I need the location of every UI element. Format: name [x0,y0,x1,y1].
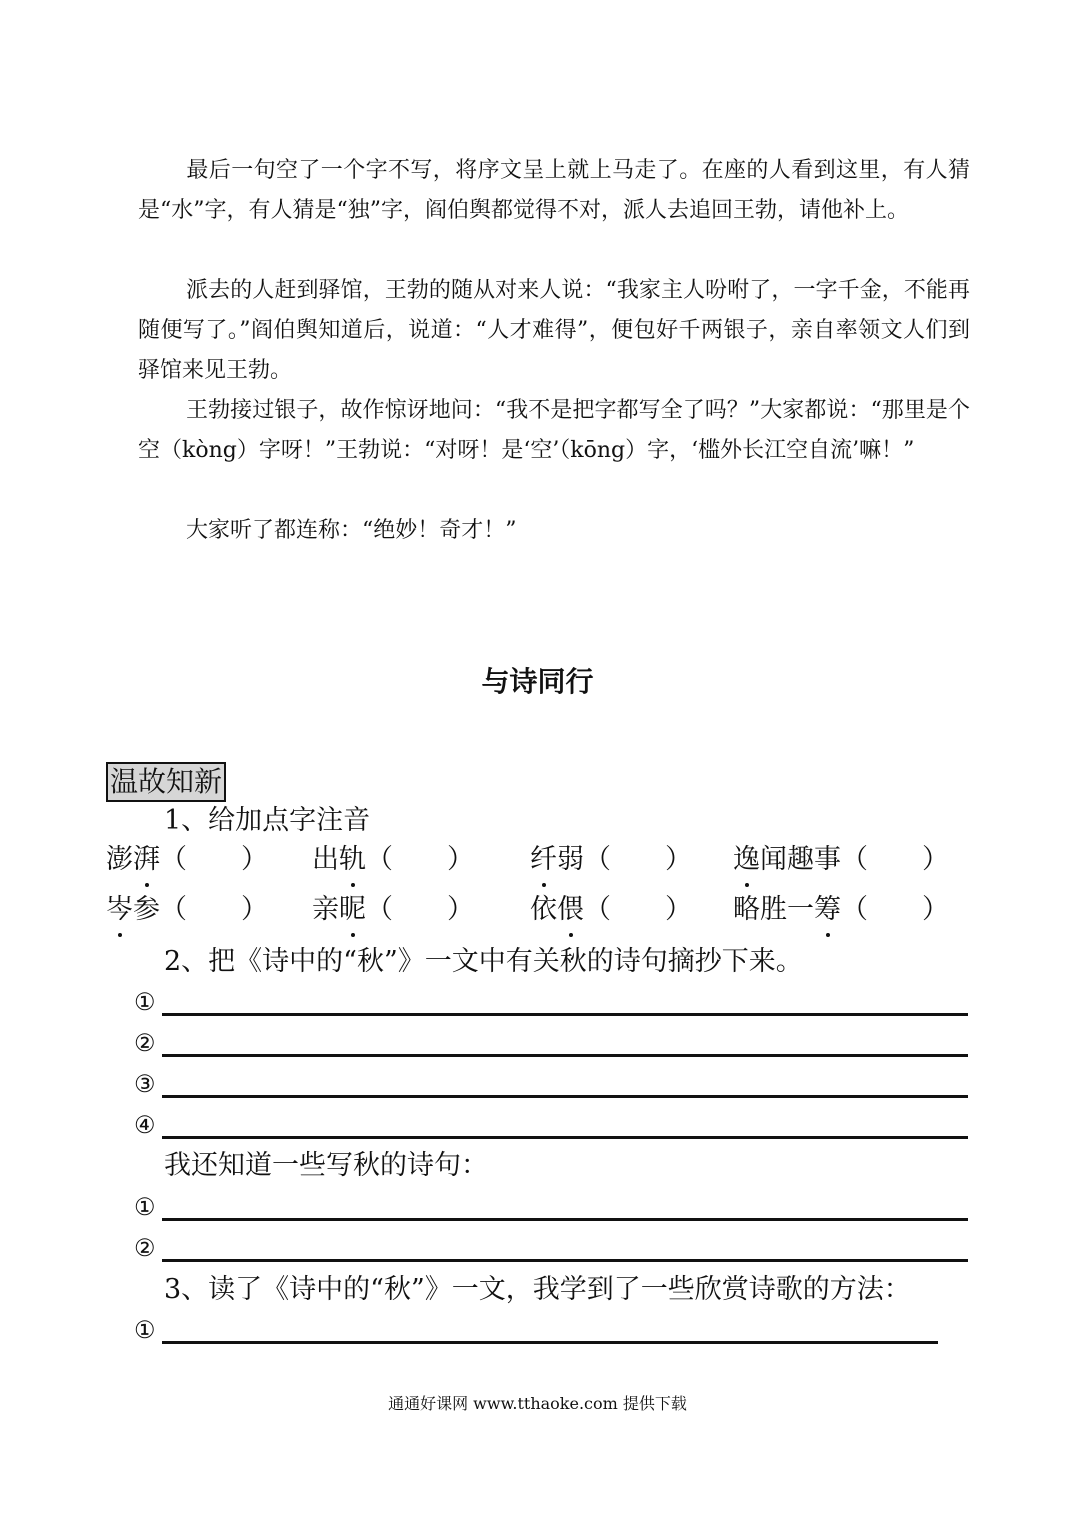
underline [162,1341,938,1344]
dotted-char: 昵 [339,892,366,928]
circled-number: ② [134,1234,156,1262]
answer-line[interactable] [134,1315,940,1345]
pinyin-row-1 [106,842,966,882]
answer-line[interactable] [134,1069,970,1099]
pinyin-item: 逸闻趣事（ ） [733,842,949,878]
pinyin-item: 亲昵（ ） [312,892,474,928]
question-2-sub-label: 我还知道一些写秋的诗句： [164,1150,488,1181]
answer-line[interactable] [134,1110,970,1140]
answer-line[interactable] [134,1233,970,1263]
pinyin-item: 澎湃（ ） [106,842,268,878]
dotted-char: 岑 [106,892,133,928]
underline [162,1013,968,1016]
pinyin-item: 依偎（ ） [530,892,692,928]
story-paragraph-1: 最后一句空了一个字不写，将序文呈上就上马走了。在座的人看到这里，有人猜是“水”字，有人猜是“独”字，阎伯舆都觉得不对，派人去追回王勃，请他补上。 [138,158,970,223]
circled-number: ① [134,988,156,1016]
pinyin-row-2 [106,892,966,932]
question-2-label: 2、把《诗中的“秋”》一文中有关秋的诗句摘抄下来。 [164,946,803,977]
circled-number: ④ [134,1111,156,1139]
circled-number: ② [134,1029,156,1057]
question-1-label: 1、给加点字注音 [164,805,371,836]
circled-number: ① [134,1316,156,1344]
circled-number: ③ [134,1070,156,1098]
pinyin-item: 岑参（ ） [106,892,268,928]
dotted-char: 轨 [339,842,366,878]
pinyin-item: 纤弱（ ） [530,842,692,878]
underline [162,1095,968,1098]
pinyin-item: 略胜一筹（ ） [733,892,949,928]
question-3-label: 3、读了《诗中的“秋”》一文，我学到了一些欣赏诗歌的方法： [164,1274,911,1305]
answer-line[interactable] [134,1192,970,1222]
dotted-char: 湃 [133,842,160,878]
underline [162,1218,968,1221]
story-paragraph-3: 王勃接过银子，故作惊讶地问：“我不是把字都写全了吗？”大家都说：“那里是个空（kòng）字呀！”王勃说：“对呀！是‘空’（kōng）字，‘槛外长江空自流’嘛！” [138,398,970,463]
dotted-char: 筹 [814,892,841,928]
dotted-char: 逸 [733,842,760,878]
pinyin-item: 出轨（ ） [312,842,474,878]
story-paragraph-2: 派去的人赶到驿馆，王勃的随从对来人说：“我家主人吩咐了，一字千金，不能再随便写了。”阎伯舆知道后，说道：“人才难得”，便包好千两银子，亲自率领文人们到驿馆来见王勃。 [138,278,970,383]
story-paragraph-4: 大家听了都连称：“绝妙！奇才！” [186,518,517,543]
page-title: 与诗同行 [481,665,594,698]
section-heading: 温故知新 [106,762,226,802]
answer-line[interactable] [134,1028,970,1058]
underline [162,1259,968,1262]
circled-number: ① [134,1193,156,1221]
underline [162,1136,968,1139]
answer-line[interactable] [134,987,970,1017]
dotted-char: 纤 [530,842,557,878]
underline [162,1054,968,1057]
dotted-char: 偎 [557,892,584,928]
footer-text: 通通好课网 www.tthaoke.com 提供下载 [388,1394,687,1413]
